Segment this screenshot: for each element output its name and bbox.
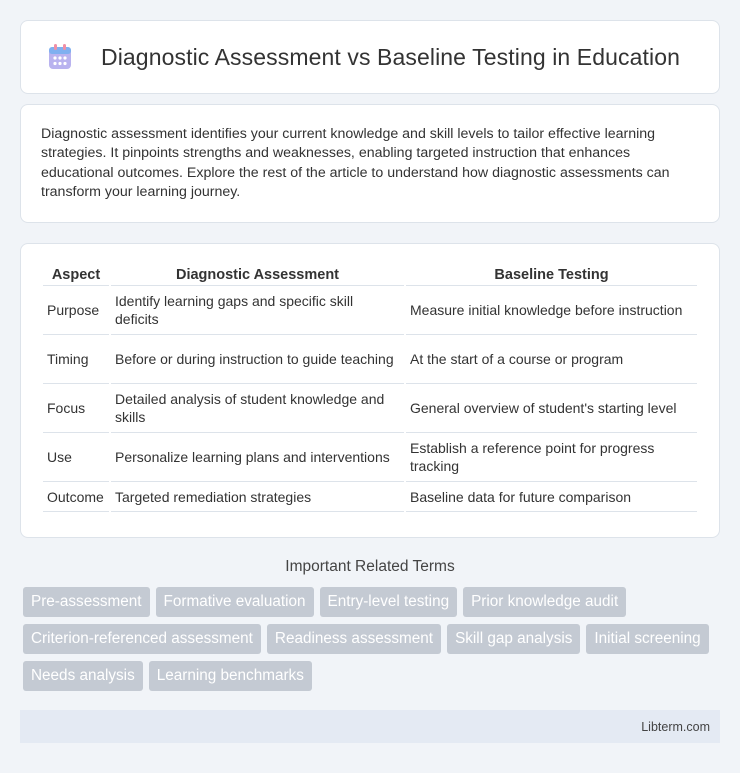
table-row xyxy=(43,384,697,433)
tag-initial-screening[interactable]: Initial screening xyxy=(586,624,708,654)
intro-paragraph: Diagnostic assessment identifies your current knowledge and skill levels to tailor effective learning strategies. It pinpoints strengths and weaknesses, enabling targeted instruction that enhances educational outcomes. Explore the rest of the article to understand how diagnostic assessments can transform your learning journey. xyxy=(41,126,670,201)
footer xyxy=(20,710,720,743)
related-terms-title: Important Related Terms xyxy=(285,558,455,575)
tag-skill-gap-analysis[interactable]: Skill gap analysis xyxy=(447,624,580,654)
tag-criterion-referenced-assessment[interactable]: Criterion-referenced assessment xyxy=(23,624,261,654)
header-card xyxy=(20,20,720,94)
cell-aspect: Use xyxy=(43,433,109,482)
table-header-row xyxy=(43,264,697,286)
cell-aspect: Outcome xyxy=(43,482,109,512)
cell-aspect: Focus xyxy=(43,384,109,433)
tag-learning-benchmarks[interactable]: Learning benchmarks xyxy=(149,661,312,691)
tag-entry-level-testing[interactable]: Entry-level testing xyxy=(320,587,458,617)
cell-baseline: General overview of student's starting level xyxy=(406,384,697,433)
cell-baseline: Establish a reference point for progress tracking xyxy=(406,433,697,482)
cell-diagnostic: Targeted remediation strategies xyxy=(111,482,404,512)
header-aspect: Aspect xyxy=(43,264,109,286)
cell-aspect: Purpose xyxy=(43,286,109,335)
tag-prior-knowledge-audit[interactable]: Prior knowledge audit xyxy=(463,587,626,617)
table-row xyxy=(43,433,697,482)
table-row xyxy=(43,286,697,335)
table-row xyxy=(43,335,697,384)
tag-pre-assessment[interactable]: Pre-assessment xyxy=(23,587,150,617)
cell-baseline: Measure initial knowledge before instruction xyxy=(406,286,697,335)
header-baseline: Baseline Testing xyxy=(406,264,697,286)
cell-diagnostic: Detailed analysis of student knowledge and skills xyxy=(111,384,404,433)
calendar-icon xyxy=(45,42,75,72)
cell-diagnostic: Identify learning gaps and specific skill deficits xyxy=(111,286,404,335)
cell-baseline: Baseline data for future comparison xyxy=(406,482,697,512)
cell-diagnostic: Personalize learning plans and interventions xyxy=(111,433,404,482)
related-terms-tags xyxy=(20,587,720,691)
related-terms-section xyxy=(20,558,720,691)
cell-diagnostic: Before or during instruction to guide teaching xyxy=(111,335,404,384)
tag-needs-analysis[interactable]: Needs analysis xyxy=(23,661,143,691)
tag-formative-evaluation[interactable]: Formative evaluation xyxy=(156,587,314,617)
footer-brand-link[interactable]: Libterm.com xyxy=(641,719,710,734)
comparison-table-card xyxy=(20,243,720,538)
comparison-table xyxy=(41,264,699,512)
table-row xyxy=(43,482,697,512)
tag-readiness-assessment[interactable]: Readiness assessment xyxy=(267,624,441,654)
cell-baseline: At the start of a course or program xyxy=(406,335,697,384)
cell-aspect: Timing xyxy=(43,335,109,384)
intro-card xyxy=(20,104,720,223)
page-title: Diagnostic Assessment vs Baseline Testing in Education xyxy=(101,43,681,70)
header-diagnostic: Diagnostic Assessment xyxy=(111,264,404,286)
